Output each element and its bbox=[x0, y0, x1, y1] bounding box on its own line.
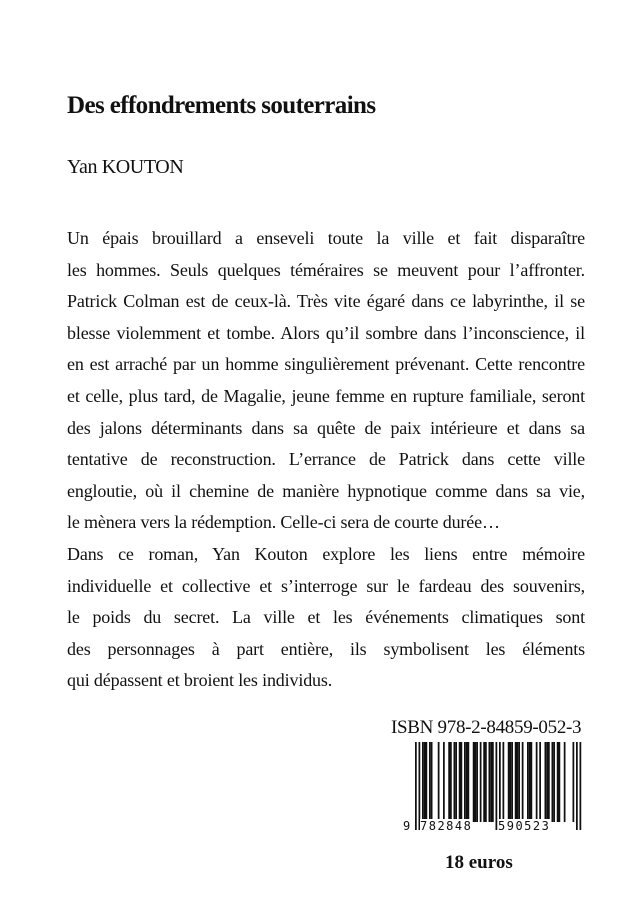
barcode bbox=[405, 742, 585, 837]
barcode-bar bbox=[496, 742, 498, 830]
barcode-bar bbox=[515, 742, 517, 822]
blurb-line: en est arraché par un homme singulièrement prévenant. Cette rencontre bbox=[67, 354, 585, 375]
barcode-bar bbox=[559, 742, 561, 822]
barcode-bar bbox=[548, 742, 550, 822]
barcode-bar bbox=[473, 742, 475, 822]
barcode-bar bbox=[450, 742, 452, 822]
barcode-bar bbox=[552, 742, 554, 822]
book-author: Yan KOUTON bbox=[67, 156, 184, 178]
barcode-bar bbox=[438, 742, 440, 822]
barcode-bar bbox=[546, 742, 548, 822]
barcode-bar bbox=[508, 742, 510, 822]
blurb-line: et celle, plus tard, de Magalie, jeune femme en rupture familiale, seront bbox=[67, 385, 585, 406]
barcode-bar bbox=[490, 742, 492, 822]
barcode-bar bbox=[492, 742, 494, 822]
blurb-line: les hommes. Seuls quelques téméraires se meuvent pour l’affronter. bbox=[67, 259, 585, 280]
barcode-bar bbox=[580, 742, 582, 830]
barcode-bar bbox=[415, 742, 417, 830]
barcode-right-digits: 590523 bbox=[498, 819, 551, 833]
blurb-line: individuelle et collective et s’interroge sur le fardeau des souvenirs, bbox=[67, 575, 585, 596]
blurb-paragraph-2 bbox=[67, 539, 585, 697]
barcode-bar bbox=[576, 742, 578, 830]
blurb-line: blesse violemment et tombe. Alors qu’il sombre dans l’inconscience, il bbox=[67, 322, 585, 343]
barcode-bar bbox=[480, 742, 482, 822]
barcode-bar bbox=[454, 742, 456, 822]
barcode-bar bbox=[529, 742, 531, 822]
barcode-bar bbox=[553, 742, 555, 822]
blurb-line: qui dépassent et broient les individus. bbox=[67, 670, 333, 691]
blurb-line: le mènera vers la rédemption. Celle-ci sera de courte durée… bbox=[67, 512, 500, 533]
barcode-bar bbox=[489, 742, 491, 822]
book-title: Des effondrements souterrains bbox=[67, 92, 376, 119]
barcode-bar bbox=[536, 742, 538, 822]
barcode-bar bbox=[424, 742, 426, 822]
blurb-line: Un épais brouillard a enseveli toute la ville et fait disparaître bbox=[67, 228, 585, 248]
blurb-line: Dans ce roman, Yan Kouton explore les liens entre mémoire bbox=[67, 544, 585, 564]
barcode-bar bbox=[522, 742, 524, 822]
barcode-bar bbox=[475, 742, 477, 822]
barcode-bar bbox=[531, 742, 533, 822]
barcode-bar bbox=[431, 742, 433, 822]
blurb-line: tentative de reconstruction. L’errance de Patrick dans cette ville bbox=[67, 449, 585, 470]
barcode-first-digit: 9 bbox=[403, 819, 411, 833]
blurb-line: le poids du secret. La ville et les événements climatiques sont bbox=[67, 607, 585, 628]
barcode-bar bbox=[429, 742, 431, 822]
isbn-label: ISBN 978-2-84859-052-3 bbox=[391, 717, 582, 738]
blurb-line: engloutie, où il chemine de manière hypnotique comme dans sa vie, bbox=[67, 480, 585, 501]
barcode-bar bbox=[557, 742, 559, 822]
barcode-bar bbox=[499, 742, 501, 830]
blurb-line: Patrick Colman est de ceux-là. Très vite égaré dans ce labyrinthe, il se bbox=[67, 291, 585, 312]
barcode-bar bbox=[503, 742, 505, 822]
barcode-bar bbox=[518, 742, 520, 822]
blurb-line: des personnages à part entière, ils symbolisent les éléments bbox=[67, 638, 585, 659]
blurb-line: des jalons déterminants dans sa quête de paix intérieure et dans sa bbox=[67, 417, 585, 438]
barcode-bar bbox=[461, 742, 463, 822]
barcode-bar bbox=[466, 742, 468, 822]
barcode-bar bbox=[545, 742, 547, 822]
barcode-bar bbox=[448, 742, 450, 822]
barcode-bar bbox=[539, 742, 541, 822]
barcode-bar bbox=[422, 742, 424, 822]
barcode-bar bbox=[476, 742, 478, 822]
barcode-bar bbox=[527, 742, 529, 822]
barcode-bar bbox=[511, 742, 513, 822]
barcode-left-digits: 782848 bbox=[420, 819, 473, 833]
barcode-bar bbox=[573, 742, 575, 822]
blurb-paragraph-1 bbox=[67, 223, 585, 539]
price-label: 18 euros bbox=[445, 852, 513, 873]
barcode-bar bbox=[443, 742, 445, 822]
barcode-bar bbox=[464, 742, 466, 822]
barcode-bar bbox=[510, 742, 512, 822]
barcode-bar bbox=[459, 742, 461, 822]
barcode-bar bbox=[517, 742, 519, 822]
barcode-bar bbox=[419, 742, 421, 830]
barcode-bar bbox=[426, 742, 428, 822]
barcode-bar bbox=[485, 742, 487, 822]
barcode-bar bbox=[455, 742, 457, 822]
barcode-bar bbox=[468, 742, 470, 822]
barcode-bar bbox=[483, 742, 485, 822]
barcode-bar bbox=[564, 742, 566, 822]
